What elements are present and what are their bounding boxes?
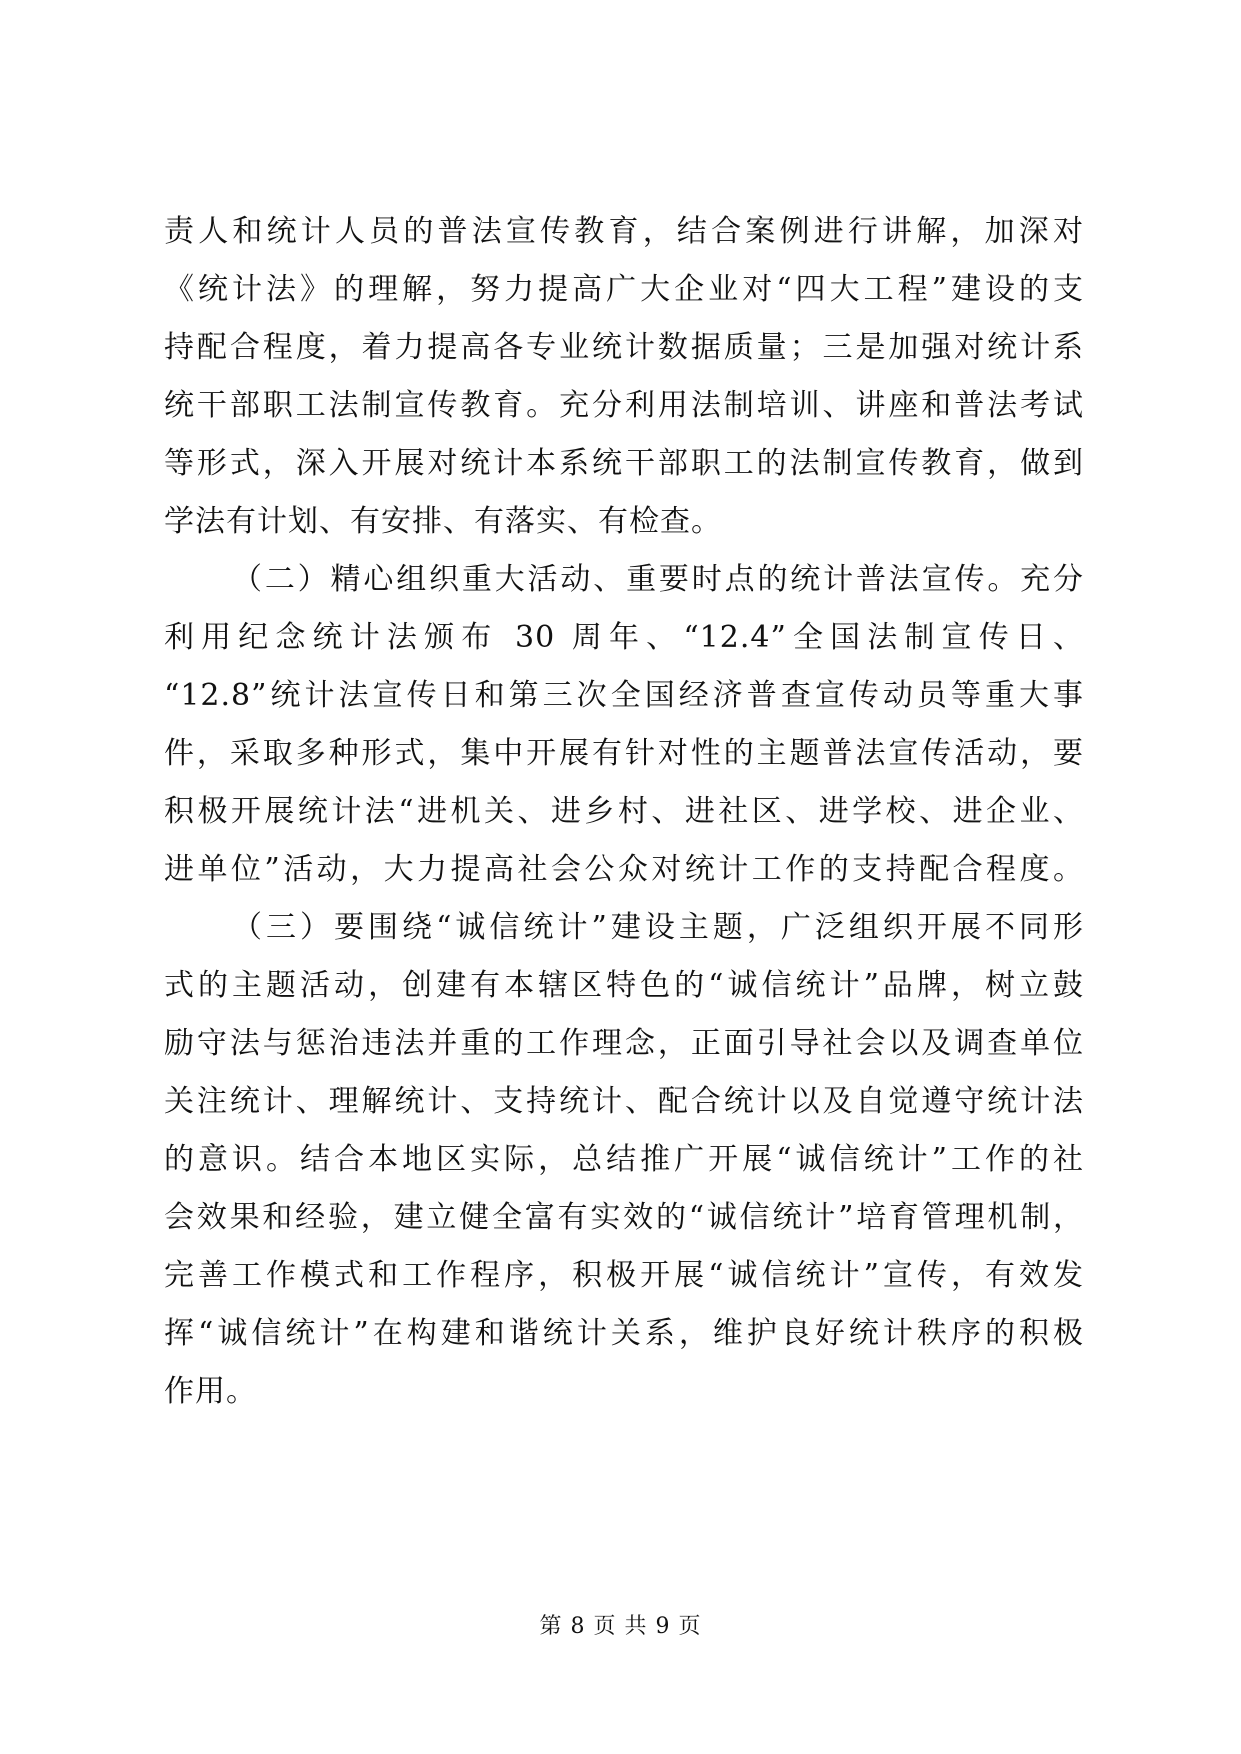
- text-line: 《统计法》的理解，努力提高广大企业对“四大工程”建设的支: [164, 272, 1084, 307]
- text-line: 挥“诚信统计”在构建和谐统计关系，维护良好统计秩序的积极: [164, 1316, 1084, 1351]
- text-line: 的意识。结合本地区实际，总结推广开展“诚信统计”工作的社: [164, 1142, 1084, 1177]
- text-line: 件，采取多种形式，集中开展有针对性的主题普法宣传活动，要: [164, 736, 1084, 771]
- text-line: 统干部职工法制宣传教育。充分利用法制培训、讲座和普法考试: [164, 388, 1084, 423]
- text-line: 励守法与惩治违法并重的工作理念，正面引导社会以及调查单位: [164, 1026, 1084, 1061]
- paragraph-heading-line: （二）精心组织重大活动、重要时点的统计普法宣传。充分: [232, 562, 1084, 597]
- text-line: 关注统计、理解统计、支持统计、配合统计以及自觉遵守统计法: [164, 1084, 1084, 1119]
- text-line: 责人和统计人员的普法宣传教育，结合案例进行讲解，加深对: [164, 214, 1084, 249]
- page-number-footer: 第 8 页 共 9 页: [539, 1614, 702, 1639]
- text-line: 利用纪念统计法颁布 30 周年、“12.4”全国法制宣传日、: [164, 620, 1084, 655]
- text-line: 持配合程度，着力提高各专业统计数据质量；三是加强对统计系: [164, 330, 1084, 365]
- text-line: 学法有计划、有安排、有落实、有检查。: [164, 504, 722, 539]
- text-line: 完善工作模式和工作程序，积极开展“诚信统计”宣传，有效发: [164, 1258, 1084, 1293]
- paragraph-heading-line: （三）要围绕“诚信统计”建设主题，广泛组织开展不同形: [232, 910, 1084, 945]
- text-line: 作用。: [164, 1374, 257, 1409]
- text-line: 等形式，深入开展对统计本系统干部职工的法制宣传教育，做到: [164, 446, 1084, 481]
- text-line: 积极开展统计法“进机关、进乡村、进社区、进学校、进企业、: [164, 794, 1084, 829]
- text-line: 式的主题活动，创建有本辖区特色的“诚信统计”品牌，树立鼓: [164, 968, 1084, 1003]
- text-line: “12.8”统计法宣传日和第三次全国经济普查宣传动员等重大事: [164, 678, 1084, 713]
- text-line: 会效果和经验，建立健全富有实效的“诚信统计”培育管理机制，: [164, 1200, 1084, 1235]
- text-line: 进单位”活动，大力提高社会公众对统计工作的支持配合程度。: [164, 852, 1084, 887]
